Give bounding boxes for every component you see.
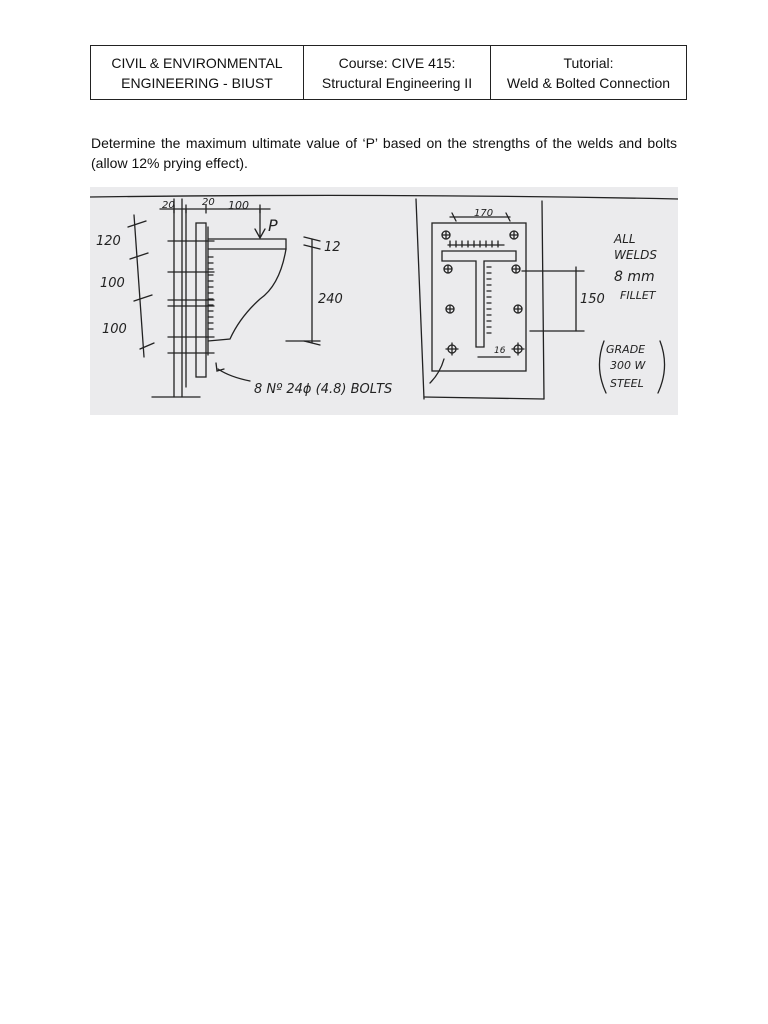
dim-top-3: 100 bbox=[228, 199, 249, 212]
steel-note-line-3: STEEL bbox=[610, 377, 644, 390]
welds-note-line-3: 8 mm bbox=[614, 269, 655, 285]
dim-gauge-label: 16 bbox=[494, 346, 506, 356]
dim-depth-label: 240 bbox=[318, 292, 343, 307]
bolt-crosses bbox=[442, 231, 524, 355]
t-web-weld bbox=[487, 267, 491, 333]
load-label: P bbox=[268, 216, 278, 235]
header-tutorial bbox=[491, 46, 687, 100]
connection-sketch bbox=[90, 187, 678, 415]
header-course-line-1: Course: CIVE 415: bbox=[338, 54, 456, 71]
left-dim-line bbox=[134, 215, 144, 357]
steel-note-line-1: GRADE bbox=[606, 343, 646, 356]
front-outline bbox=[416, 199, 424, 399]
left-dim-ticks bbox=[128, 221, 154, 349]
header-table bbox=[90, 45, 687, 100]
header-course bbox=[304, 46, 491, 100]
steel-note-line-2: 300 W bbox=[610, 359, 646, 372]
welds-note-line-4: FILLET bbox=[620, 289, 656, 302]
question-text: Determine the maximum ultimate value of ‘P’ based on the strengths of the welds and bolts (allow 12% prying effect). bbox=[91, 135, 677, 171]
dim-left-2: 100 bbox=[100, 276, 125, 291]
header-course-line-2: Structural Engineering II bbox=[321, 74, 473, 91]
dim-width-label: 170 bbox=[474, 208, 494, 219]
header-department-line-2: ENGINEERING - BIUST bbox=[121, 74, 273, 91]
t-section bbox=[442, 251, 516, 347]
steel-paren-right bbox=[658, 341, 665, 393]
dim-top-1: 20 bbox=[162, 200, 175, 211]
header-department bbox=[91, 46, 304, 100]
bracket-web bbox=[208, 249, 286, 341]
t-flange-weld bbox=[448, 241, 504, 247]
header-department-line-1: CIVIL & ENVIRONMENTAL bbox=[111, 54, 283, 71]
connection-sketch-svg bbox=[90, 187, 678, 415]
welds-note-line-1: ALL bbox=[614, 232, 636, 246]
sketch-top-line bbox=[90, 195, 678, 199]
front-outline bbox=[542, 201, 544, 399]
dim-left-1: 120 bbox=[96, 234, 121, 249]
dim-height-label: 150 bbox=[580, 292, 605, 307]
bolts-leader bbox=[218, 369, 250, 381]
dim-top-2: 20 bbox=[202, 197, 215, 208]
weld-hatch bbox=[208, 257, 213, 329]
dim-left-3: 100 bbox=[102, 322, 127, 337]
dim-flange-label: 12 bbox=[324, 240, 341, 255]
front-base-line bbox=[424, 397, 544, 399]
header-tutorial-line-1: Tutorial: bbox=[563, 54, 614, 71]
bolts-leader-arrow bbox=[216, 363, 224, 371]
header-tutorial-line-2: Weld & Bolted Connection bbox=[506, 74, 671, 91]
front-bolts bbox=[442, 231, 522, 353]
welds-note-line-2: WELDS bbox=[614, 248, 657, 262]
bracket-flange bbox=[208, 239, 286, 249]
bolts-note: 8 Nº 24ϕ (4.8) BOLTS bbox=[254, 382, 393, 397]
